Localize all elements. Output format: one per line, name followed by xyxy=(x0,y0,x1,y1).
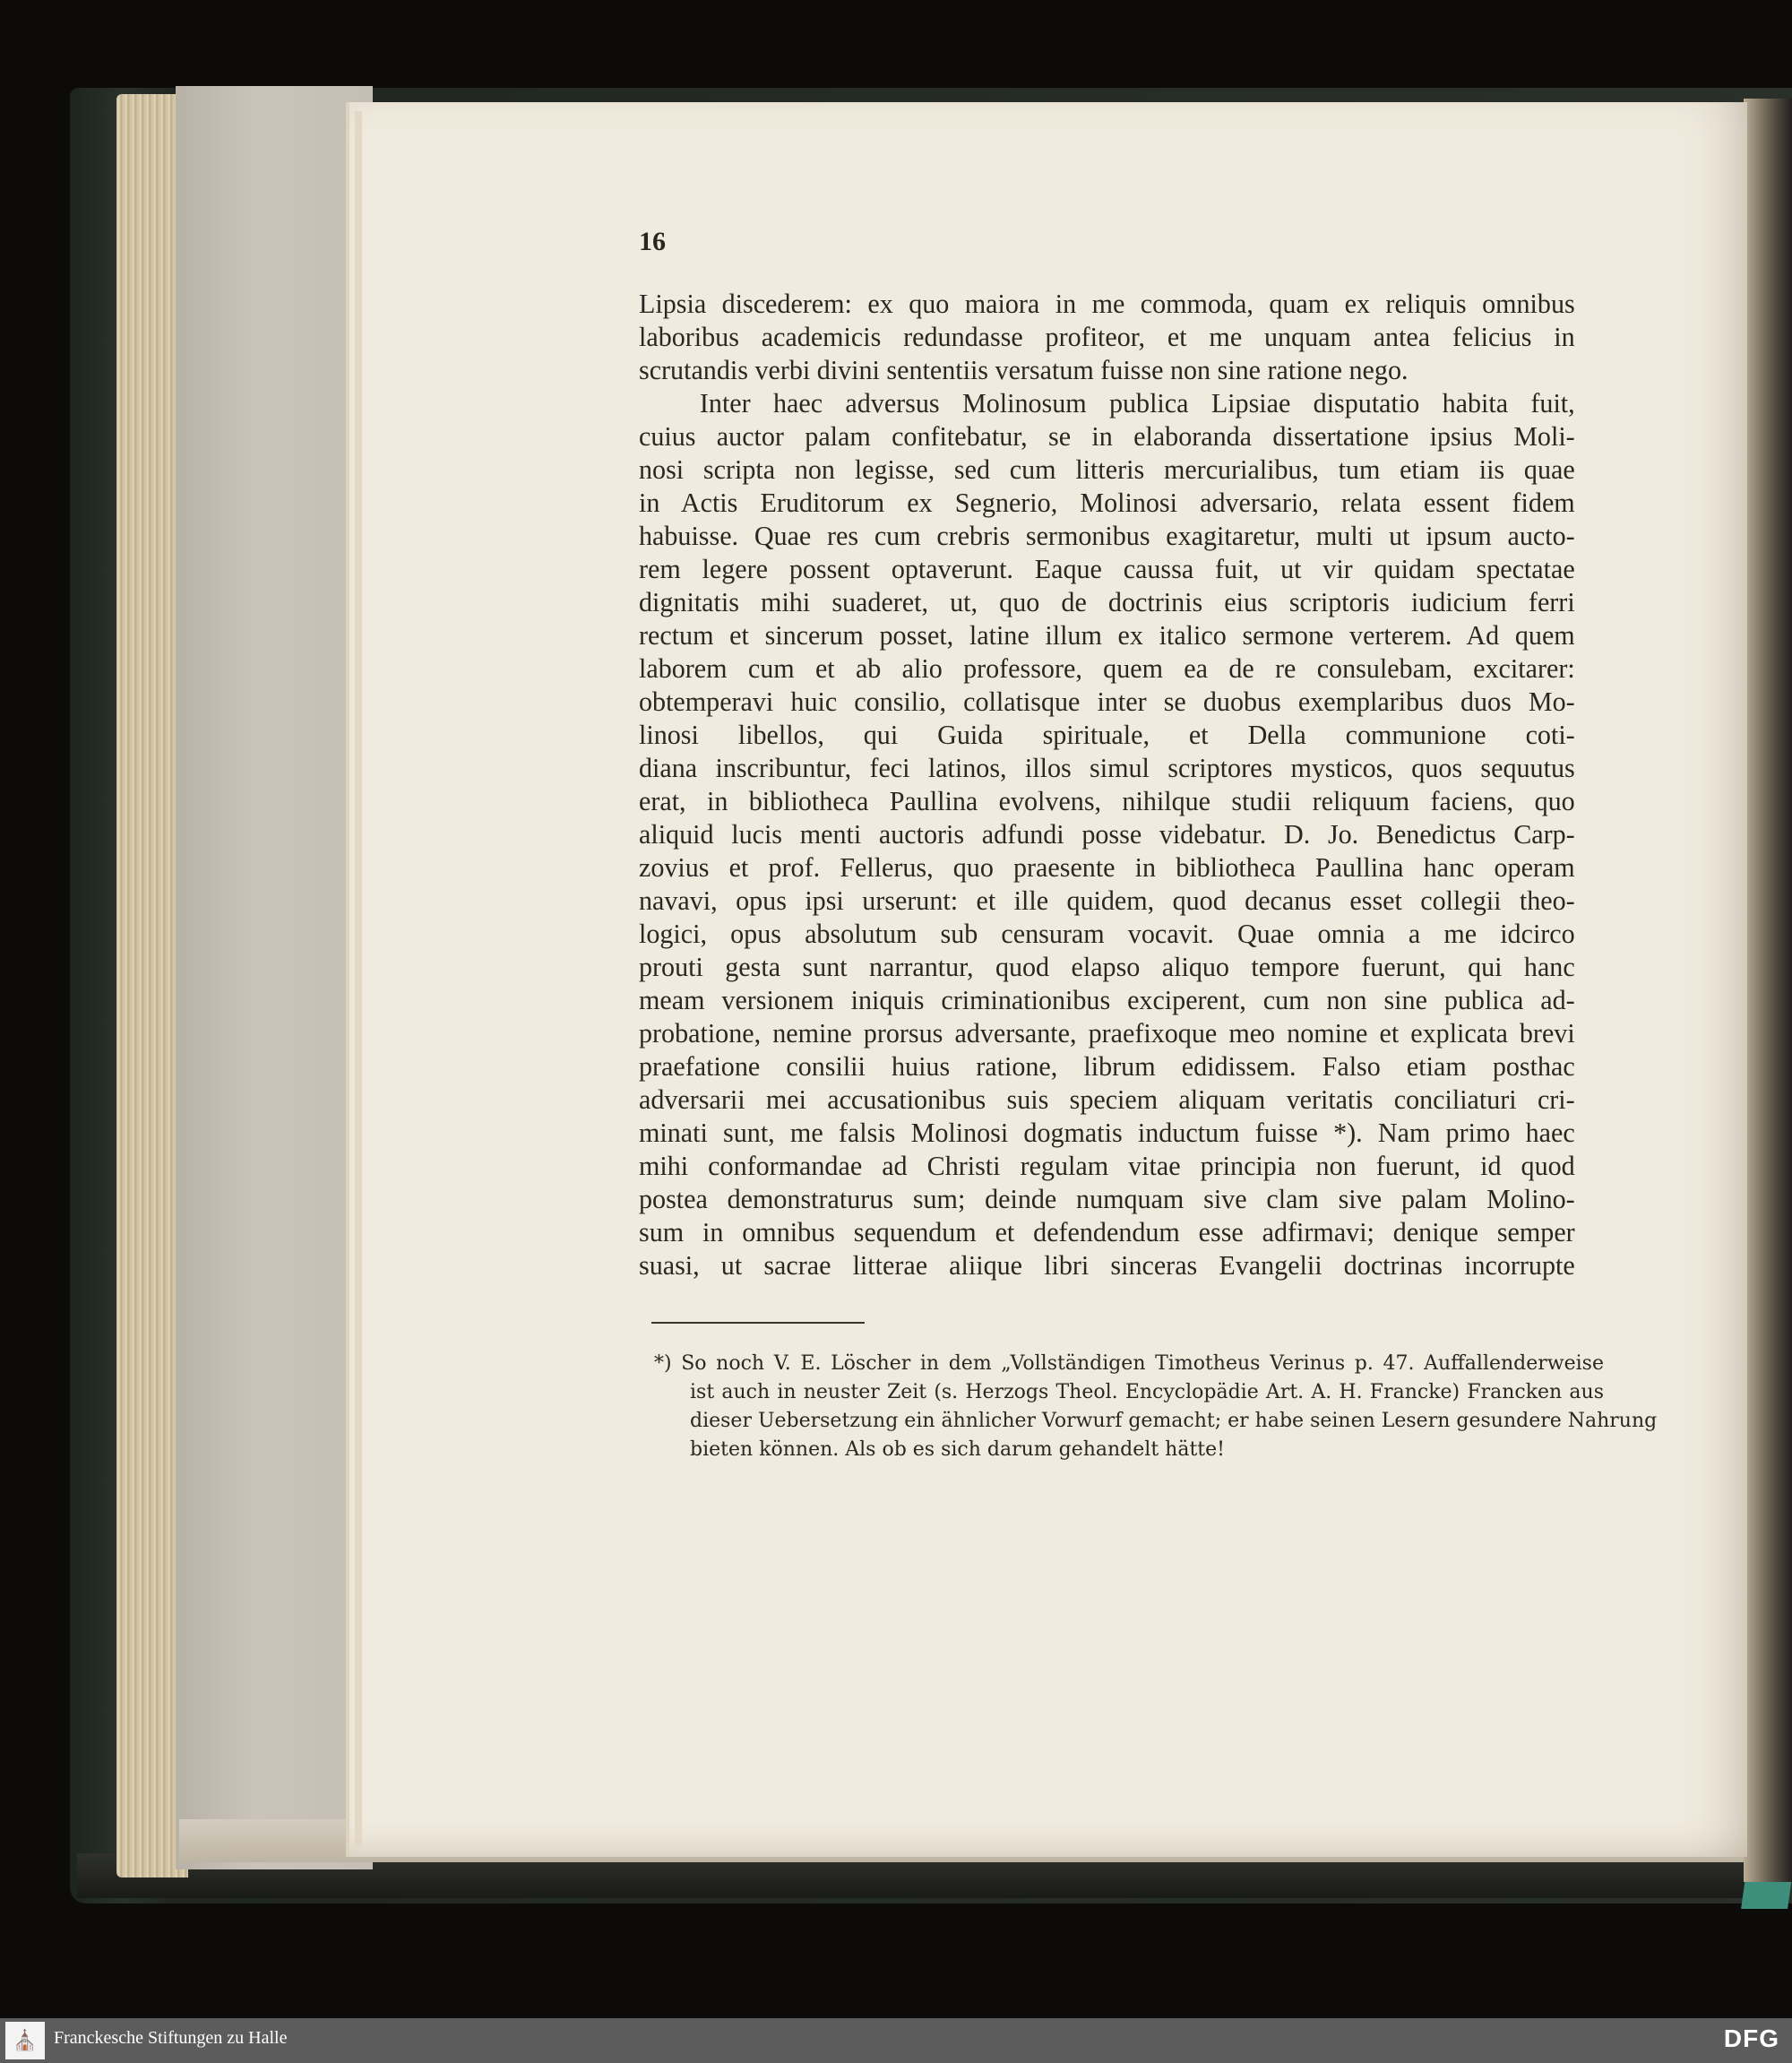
text-line: prouti gesta sunt narrantur, quod elapso aliquo tempore fuerunt, qui hanc xyxy=(639,951,1575,982)
text-line: linosi libellos, qui Guida spirituale, et Della communione coti- xyxy=(639,719,1575,750)
dfg-logo: DFG xyxy=(1723,2024,1779,2052)
body-text xyxy=(639,287,1575,1282)
text-line: dignitatis mihi suaderet, ut, quo de doctrinis eius scriptoris iudicium ferri xyxy=(639,586,1575,617)
text-line: postea demonstraturus sum; deinde numquam sive clam sive palam Molino- xyxy=(639,1183,1575,1214)
text-line: adversarii mei accusationibus suis speciem aliquam veritatis conciliaturi cri- xyxy=(639,1083,1575,1115)
text-line: navavi, opus ipsi urserunt: et ille quidem, quod decanus esset collegii theo- xyxy=(639,885,1575,916)
page-number: 16 xyxy=(639,227,666,256)
text-line: sum in omnibus sequendum et defendendum esse adfirmavi; denique semper xyxy=(639,1216,1575,1247)
text-line: laboribus academicis redundasse profiteor, et me unquam antea felicius in xyxy=(639,321,1575,352)
text-line: in Actis Eruditorum ex Segnerio, Molinosi adversario, relata essent fidem xyxy=(639,487,1575,518)
text-line: nosi scripta non legisse, sed cum litteris mercurialibus, tum etiam iis quae xyxy=(639,453,1575,485)
text-line: meam versionem iniquis criminationibus exciperent, cum non sine publica ad- xyxy=(639,984,1575,1015)
text-line: laborem cum et ab alio professore, quem ea de re consulebam, excitarer: xyxy=(639,652,1575,684)
footnote-line: bieten können. Als ob es sich darum gehandelt hätte! xyxy=(690,1438,1225,1461)
text-line: suasi, ut sacrae litterae aliique libri sinceras Evangelii doctrinas incorrupte xyxy=(639,1249,1575,1281)
footnote xyxy=(654,1350,1658,1464)
text-line: Lipsia discederem: ex quo maiora in me commoda, quam ex reliquis omnibus xyxy=(639,288,1575,319)
text-line: scrutandis verbi divini sententiis versatum fuisse non sine ratione nego. xyxy=(639,354,1409,385)
page-inner-edge xyxy=(355,111,362,1846)
footnote-line: *) So noch V. E. Löscher in dem „Vollständigen Timotheus Verinus p. 47. Auffallenderweise xyxy=(654,1352,1604,1375)
institution-logo-icon: ⛪ xyxy=(5,2022,45,2059)
text-line: Inter haec adversus Molinosum publica Lipsiae disputatio habita fuit, xyxy=(699,387,1575,419)
text-line: rem legere possent optaverunt. Eaque caussa fuit, ut vir quidam spectatae xyxy=(639,553,1575,584)
text-line: habuisse. Quae res cum crebris sermonibus exagitaretur, multi ut ipsum aucto- xyxy=(639,520,1575,551)
footnote-line: dieser Uebersetzung ein ähnlicher Vorwurf gemacht; er habe seinen Lesern gesundere Nahrung xyxy=(690,1410,1658,1432)
institution-name[interactable]: Franckesche Stiftungen zu Halle xyxy=(54,2028,288,2048)
footnote-rule xyxy=(651,1322,865,1324)
right-gutter xyxy=(1744,99,1792,1882)
text-line: logici, opus absolutum sub censuram vocavit. Quae omnia a me idcirco xyxy=(639,918,1575,949)
text-line: cuius auctor palam confitebatur, se in elaboranda dissertatione ipsius Moli- xyxy=(639,420,1575,452)
footnote-line: ist auch in neuster Zeit (s. Herzogs Theol. Encyclopädie Art. A. H. Francke) Francken aus xyxy=(690,1381,1604,1403)
text-line: minati sunt, me falsis Molinosi dogmatis inductum fuisse *). Nam primo haec xyxy=(639,1117,1575,1148)
previous-page xyxy=(176,86,373,1869)
text-line: obtemperavi huic consilio, collatisque inter se duobus exemplaribus duos Mo- xyxy=(639,686,1575,717)
text-line: erat, in bibliotheca Paullina evolvens, nihilque studii reliquum faciens, quo xyxy=(639,785,1575,816)
text-line: diana inscribuntur, feci latinos, illos simul scriptores mysticos, quos sequutus xyxy=(639,752,1575,783)
footer-banner xyxy=(0,2018,1792,2063)
text-line: praefatione consilii huius ratione, librum edidissem. Falso etiam posthac xyxy=(639,1050,1575,1082)
text-line: aliquid lucis menti auctoris adfundi posse videbatur. D. Jo. Benedictus Carp- xyxy=(639,818,1575,850)
text-line: mihi conformandae ad Christi regulam vitae principia non fuerunt, id quod xyxy=(639,1150,1575,1181)
text-line: zovius et prof. Fellerus, quo praesente in bibliotheca Paullina hanc operam xyxy=(639,851,1575,883)
text-line: probatione, nemine prorsus adversante, praefixoque meo nomine et explicata brevi xyxy=(639,1017,1575,1049)
text-line: rectum et sincerum posset, latine illum ex italico sermone verterem. Ad quem xyxy=(639,619,1575,651)
